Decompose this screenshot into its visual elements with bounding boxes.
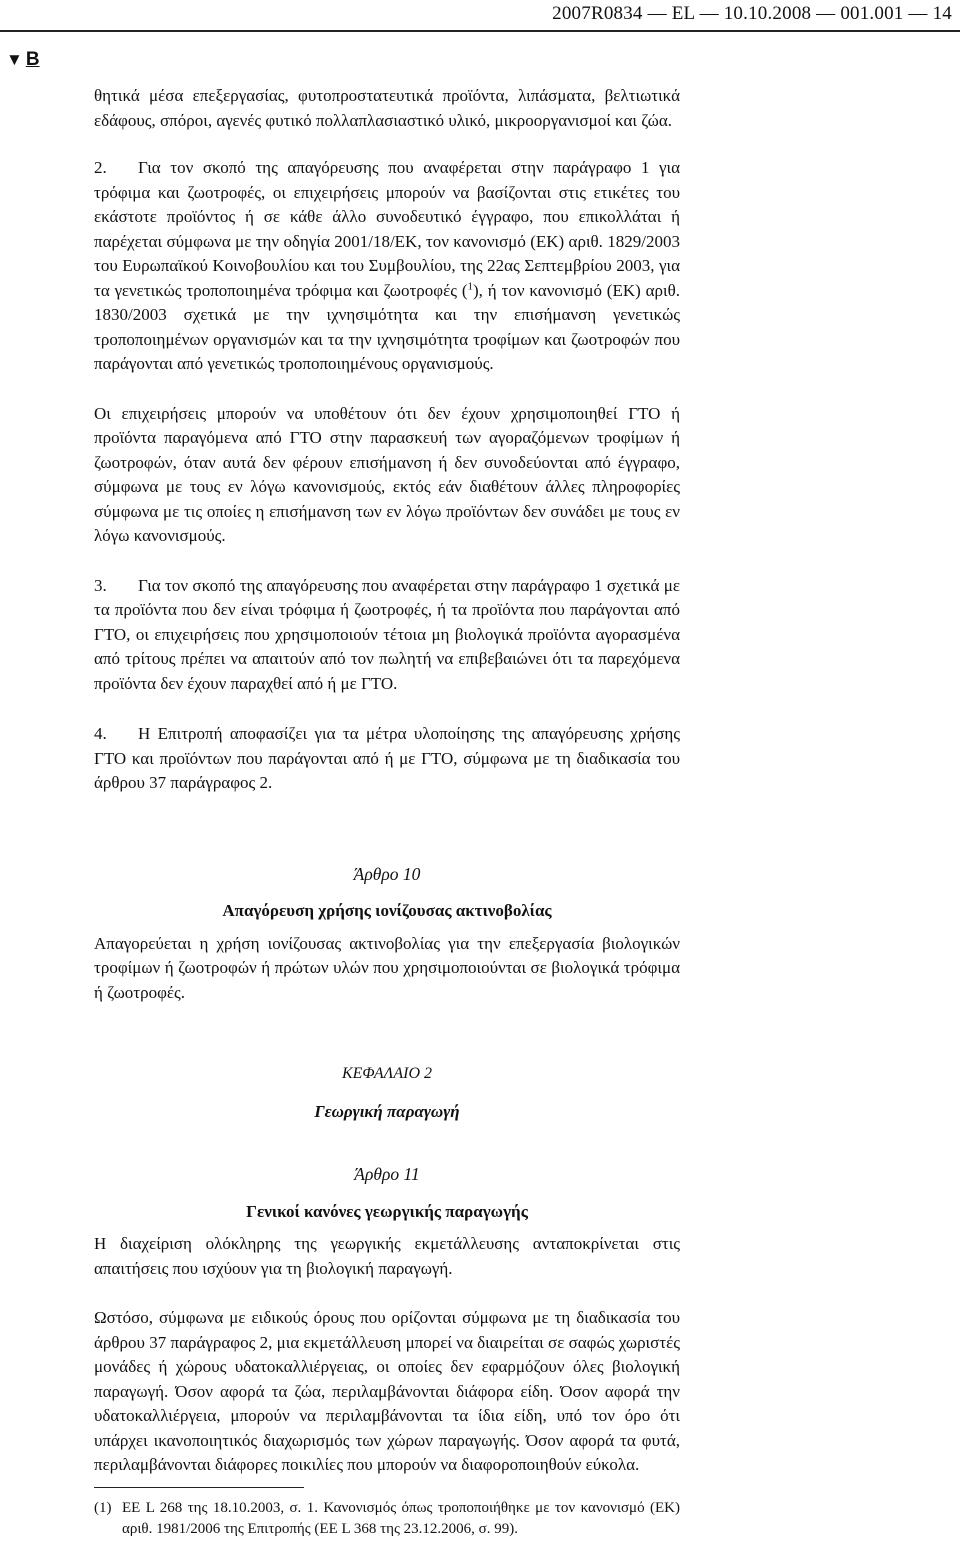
intro-paragraph: θητικά μέσα επεξεργασίας, φυτοπροστατευτικά προϊόντα, λιπάσματα, βελτιωτικά εδάφους, σπόροι, αγενές φυτικό πολλαπλασιαστικό υλικό, μικροοργανισμοί και ζώα. [94,86,680,130]
paragraph-2 [94,156,680,377]
paragraph-3 [94,574,680,697]
paragraph-text: ), ή τον κανονισμό (ΕΚ) αριθ. 1830/2003 σχετικά με την ιχνησιμότητα και την επισήμανση γενετικώς τροποποιημένων οργανισμών και τα την ιχνησιμότητα τροφίμων και ζωοτροφών που παράγονται από γενετικώς τροποποιημένους οργανισμούς. [94,280,680,373]
triangle-down-icon: ▼ [6,50,23,69]
article-11-paragraph-2: Ωστόσο, σύμφωνα με ειδικούς όρους που ορίζονται σύμφωνα με τη διαδικασία του άρθρου 37 παράγραφος 2, μια εκμετάλλευση μπορεί να διαιρείται σε σαφώς χωριστές μονάδες ή χώρους υδατοκαλλιέργειας, οι οποίες δεν εφαρμόζουν όλες βιολογική παραγωγή. Όσον αφορά τα ζώα, περιλαμβάνονται διάφορα είδη. Όσον αφορά την υδατοκαλλιέργεια, μπορούν να περιλαμβάνονται τα ίδια είδη, υπό τον όρο ότι υπάρχει ικανοποιητικός διαχωρισμός των χώρων παραγωγής. Όσον αφορά τα φυτά, περιλαμβάνονται διάφορες ποικιλίες που μπορούν να διαφοροποιηθούν εύκολα. [94,1308,680,1474]
amendment-marker [6,49,40,71]
article-11-paragraph-1: Η διαχείριση ολόκληρης της γεωργικής εκμετάλλευσης ανταποκρίνεται στις απαιτήσεις που ισχύουν για τη βιολογική παραγωγή. [94,1234,680,1278]
article-11-title: Γενικοί κανόνες γεωργικής παραγωγής [246,1201,528,1221]
footnote-separator [94,1487,304,1488]
paragraph-text: Για τον σκοπό της απαγόρευσης που αναφέρεται στην παράγραφο 1 για τρόφιμα και ζωοτροφές, οι επιχειρήσεις μπορούν να βασίζονται στις ετικέτες του εκάστοτε προϊόντος ή σε κάθε άλλο συνοδευτικό έγγραφο, που επικολλάται ή παρέχεται σύμφωνα με την οδηγία 2001/18/ΕΚ, τον κανονισμό (ΕΚ) αριθ. 1829/2003 του Ευρωπαϊκού Κοινοβουλίου και του Συμβουλίου, της 22ας Σεπτεμβρίου 2003, για τα γενετικώς τροποποιημένα τρόφιμα και ζωοτροφές ( [94,158,680,300]
chapter-number: ΚΕΦΑΛΑΙΟ 2 [341,1065,432,1082]
paragraph-text: Η Επιτροπή αποφασίζει για τα μέτρα υλοποίησης της απαγόρευσης χρήσης ΓΤΟ και προϊόντων που παράγονται από ή με ΓΤΟ, σύμφωνα με τη διαδικασία του άρθρου 37 παράγραφος 2. [94,724,680,792]
paragraph-number: 3. [94,575,107,595]
marker-code: B [25,49,40,70]
footnote-text: ΕΕ L 268 της 18.10.2003, σ. 1. Κανονισμός όπως τροποποιήθηκε με τον κανονισμό (ΕΚ) αριθ. 1981/2006 της Επιτροπής (ΕΕ L 368 της 23.12.2006, σ. 99). [122,1500,680,1537]
paragraph-4 [94,722,680,796]
article-10-title: Απαγόρευση χρήσης ιονίζουσας ακτινοβολίας [222,901,552,920]
paragraph-2-continued: Οι επιχειρήσεις μπορούν να υποθέτουν ότι δεν έχουν χρησιμοποιηθεί ΓΤΟ ή προϊόντα παραγόμενα από ΓΤΟ στην παρασκευή των αγοραζόμενων τροφίμων ή ζωοτροφών, όταν αυτά δεν φέρουν επισήμανση ή δεν συνοδεύονται από έγγραφο, σύμφωνα με τους εν λόγω κανονισμούς, εκτός εάν διαθέτουν άλλες πληροφορίες σύμφωνα με τις οποίες η επισήμανση των εν λόγω προϊόντων δεν συνάδει με τους εν λόγω κανονισμούς. [94,403,680,545]
footnote [94,1498,680,1540]
article-11-number: Άρθρο 11 [354,1164,420,1184]
article-10-text: Απαγορεύεται η χρήση ιονίζουσας ακτινοβολίας για την επεξεργασία βιολογικών τροφίμων ή ζωοτροφών ή πρώτων υλών που χρησιμοποιούνται σε βιολογικά τρόφιμα ή ζωοτροφές. [94,933,680,1002]
paragraph-number: 2. [94,158,107,177]
article-10-number: Άρθρο 10 [353,863,421,884]
document-reference-header: 2007R0834 — EL — 10.10.2008 — 001.001 — 14 [552,3,952,24]
footnote-reference[interactable]: 1 [467,279,473,292]
document-body [94,84,680,1478]
paragraph-number: 4. [94,724,107,743]
footnote-label: (1) [94,1500,112,1516]
paragraph-text: Για τον σκοπό της απαγόρευσης που αναφέρεται στην παράγραφο 1 σχετικά με τα προϊόντα που δεν είναι τρόφιμα ή ζωοτροφές, ή τα προϊόντα που παράγονται από ΓΤΟ, οι επιχειρήσεις που χρησιμοποιούν τέτοια μη βιολογικά προϊόντα αγορασμένα από τρίτους πρέπει να απαιτούν από τον πωλητή να επιβεβαιώνει ότι τα παρεχόμενα προϊόντα δεν έχουν παραχθεί από ή με ΓΤΟ. [94,575,680,693]
chapter-title: Γεωργική παραγωγή [314,1101,460,1121]
